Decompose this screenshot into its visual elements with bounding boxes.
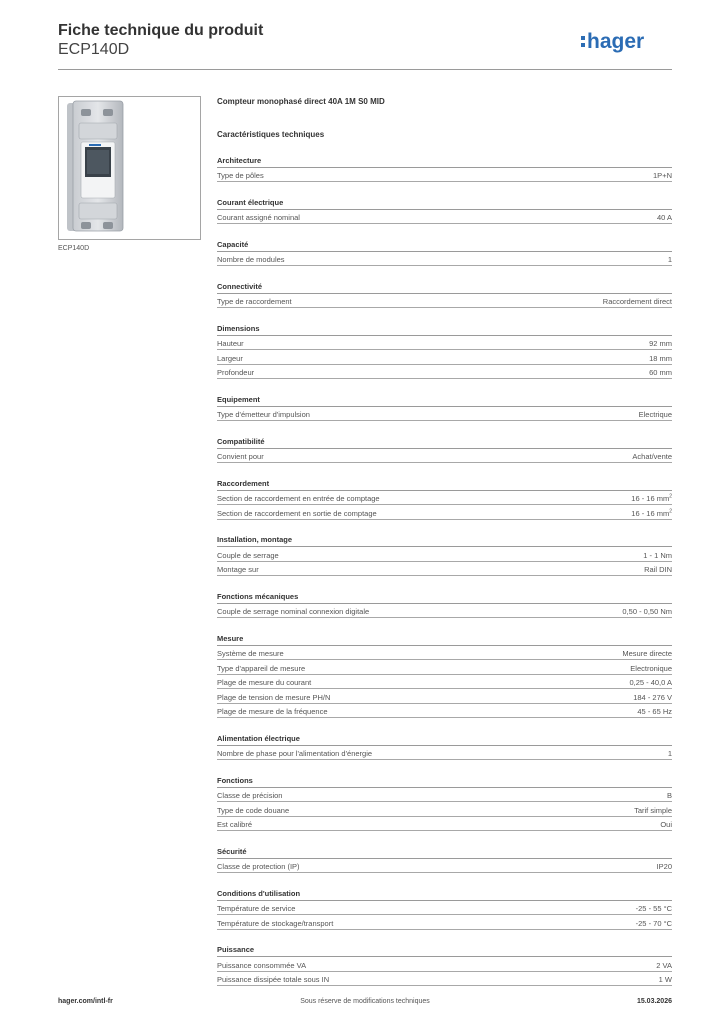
spec-value-cell — [636, 904, 672, 913]
spec-label: Puissance dissipée totale sous IN — [217, 975, 330, 984]
spec-label: Couple de serrage nominal connexion digitale — [217, 607, 370, 616]
spec-value-cell — [659, 975, 672, 984]
spec-value: B — [666, 791, 672, 800]
spec-group-title: Raccordement — [217, 478, 270, 488]
spec-group-title: Connectivité — [217, 281, 263, 291]
spec-group — [217, 847, 672, 874]
spec-group — [217, 198, 672, 225]
spec-value: Tarif simple — [634, 805, 672, 815]
spec-value: 184 - 276 V — [633, 692, 672, 702]
footer-date: 15.03.2026 — [636, 998, 672, 1005]
spec-value: 45 - 65 Hz — [637, 707, 672, 716]
spec-row — [217, 336, 672, 351]
spec-label: Puissance consommée VA — [217, 960, 307, 970]
spec-value-cell — [644, 565, 672, 574]
spec-value: Raccordement direct — [602, 297, 672, 306]
page-header — [58, 22, 672, 70]
spec-group — [217, 535, 672, 576]
spec-value-cell — [649, 339, 672, 348]
spec-value: 0,50 - 0,50 Nm — [622, 607, 672, 616]
spec-label: Profondeur — [217, 368, 255, 377]
spec-label: Largeur — [217, 353, 243, 363]
spec-label: Nombre de modules — [217, 255, 285, 264]
spec-value: 16 - 16 mm — [631, 508, 670, 518]
spec-group-title: Conditions d'utilisation — [217, 888, 301, 898]
spec-value-cell — [660, 820, 672, 829]
spec-groups — [217, 156, 672, 987]
spec-value-cell — [657, 862, 672, 871]
spec-label: Plage de mesure de la fréquence — [217, 707, 328, 716]
spec-group — [217, 734, 672, 761]
spec-value: Achat/vente — [632, 452, 672, 461]
spec-label: Température de service — [217, 904, 296, 913]
spec-value: Electronique — [630, 663, 672, 673]
spec-group-title: Equipement — [217, 394, 260, 404]
spec-label: Type d'émetteur d'impulsion — [217, 410, 310, 419]
spec-row — [217, 915, 672, 930]
spec-value-cell — [603, 297, 672, 306]
spec-value-cell — [649, 354, 672, 363]
spec-value: -25 - 55 °C — [635, 904, 672, 913]
spec-row — [217, 252, 672, 267]
spec-group-title: Installation, montage — [217, 535, 293, 544]
spec-row — [217, 901, 672, 916]
spec-value: 1P+N — [653, 171, 672, 180]
spec-label: Est calibré — [217, 820, 253, 829]
spec-group-title: Architecture — [217, 155, 262, 165]
spec-value: -25 - 70 °C — [635, 918, 672, 928]
spec-label: Type de code douane — [217, 805, 290, 815]
footer-disclaimer: Sous réserve de modifications techniques — [300, 998, 430, 1005]
spec-value: 1 — [667, 749, 672, 758]
spec-row — [217, 168, 672, 183]
product-reference: ECP140D — [58, 41, 130, 58]
spec-group-title: Compatibilité — [217, 436, 265, 446]
spec-content — [217, 97, 672, 986]
spec-value: 92 mm — [649, 339, 672, 348]
spec-value: IP20 — [656, 862, 672, 871]
image-caption: ECP140D — [58, 245, 90, 252]
spec-group — [217, 240, 672, 267]
spec-group — [217, 945, 672, 986]
spec-group-title: Mesure — [217, 633, 244, 643]
spec-row — [217, 365, 672, 380]
spec-group — [217, 437, 672, 464]
spec-label: Plage de mesure du courant — [217, 678, 312, 687]
spec-value-cell — [632, 452, 672, 461]
spec-value-cell — [643, 551, 672, 560]
footer-website: hager.com/intl-fr — [58, 998, 113, 1005]
spec-group-title: Fonctions — [217, 775, 253, 785]
spec-value-cell — [629, 678, 672, 687]
spec-value-cell — [637, 707, 672, 716]
spec-value: 0,25 - 40,0 A — [629, 678, 672, 687]
spec-group-title: Dimensions — [217, 323, 260, 333]
page-title: Fiche technique du produit — [58, 22, 264, 39]
spec-value-cell — [622, 649, 672, 658]
spec-group — [217, 776, 672, 832]
spec-label: Classe de précision — [217, 791, 283, 800]
spec-row — [217, 407, 672, 422]
spec-value-superscript: 2 — [669, 508, 672, 514]
header-divider — [58, 69, 672, 70]
spec-value: 18 mm — [649, 353, 672, 363]
spec-row — [217, 505, 672, 520]
spec-row — [217, 788, 672, 803]
spec-label: Nombre de phase pour l'alimentation d'énergie — [217, 749, 373, 758]
spec-row — [217, 562, 672, 577]
spec-group-title: Puissance — [217, 945, 255, 954]
spec-label: Courant assigné nominal — [217, 213, 300, 222]
spec-row — [217, 350, 672, 365]
spec-value-cell — [653, 171, 672, 180]
spec-row — [217, 604, 672, 619]
spec-value: Electrique — [638, 410, 672, 419]
spec-label: Type de pôles — [217, 171, 264, 180]
spec-value-cell — [622, 607, 672, 616]
spec-row — [217, 547, 672, 562]
spec-value: 60 mm — [649, 368, 672, 377]
spec-row — [217, 746, 672, 761]
spec-row — [217, 817, 672, 832]
spec-group — [217, 889, 672, 930]
product-image — [58, 96, 201, 240]
spec-label: Plage de tension de mesure PH/N — [217, 692, 331, 702]
spec-value: 2 VA — [656, 960, 672, 970]
spec-group — [217, 634, 672, 719]
spec-value-cell — [649, 368, 672, 377]
spec-row — [217, 646, 672, 661]
spec-group — [217, 395, 672, 422]
spec-row — [217, 294, 672, 309]
spec-value: Mesure directe — [622, 649, 672, 658]
spec-value: 1 W — [658, 975, 672, 984]
spec-group-title: Sécurité — [217, 846, 247, 856]
spec-group — [217, 282, 672, 309]
brand-text: hager — [587, 30, 645, 53]
spec-value: 16 - 16 mm — [631, 494, 670, 503]
spec-value-cell — [631, 509, 672, 518]
spec-value: 40 A — [656, 213, 672, 222]
energy-meter-illustration — [59, 97, 200, 239]
spec-row — [217, 859, 672, 874]
spec-row — [217, 689, 672, 704]
spec-label: Montage sur — [217, 565, 259, 574]
spec-group — [217, 479, 672, 520]
section-heading: Caractéristiques techniques — [217, 130, 325, 139]
spec-label: Couple de serrage — [217, 550, 279, 560]
spec-row — [217, 210, 672, 225]
spec-row — [217, 802, 672, 817]
spec-value: 1 — [667, 255, 672, 264]
spec-value-cell — [633, 693, 672, 702]
spec-label: Type de raccordement — [217, 297, 292, 306]
spec-group-title: Capacité — [217, 239, 249, 249]
spec-value-cell — [668, 749, 672, 758]
spec-row — [217, 675, 672, 690]
spec-value-cell — [668, 255, 672, 264]
spec-group-title: Alimentation électrique — [217, 733, 300, 743]
spec-label: Section de raccordement en sortie de comptage — [217, 508, 377, 518]
spec-value-cell — [639, 410, 672, 419]
spec-row — [217, 704, 672, 719]
spec-label: Convient pour — [217, 452, 264, 461]
product-name: Compteur monophasé direct 40A 1M S0 MID — [217, 97, 385, 106]
spec-group-title: Fonctions mécaniques — [217, 591, 299, 601]
spec-value: Oui — [660, 820, 672, 829]
hager-logo — [580, 28, 672, 58]
spec-group — [217, 324, 672, 380]
spec-value-superscript: 2 — [669, 493, 672, 500]
spec-value: Rail DIN — [644, 565, 672, 574]
spec-row — [217, 491, 672, 506]
spec-row — [217, 660, 672, 675]
spec-row — [217, 957, 672, 972]
spec-value-cell — [631, 494, 672, 503]
spec-value-cell — [636, 919, 672, 928]
spec-value-cell — [667, 791, 672, 800]
spec-label: Température de stockage/transport — [217, 918, 334, 928]
spec-value: 1 - 1 Nm — [643, 550, 672, 560]
spec-value-cell — [634, 806, 672, 815]
spec-value-cell — [656, 961, 672, 970]
spec-label: Section de raccordement en entrée de comptage — [217, 494, 380, 503]
spec-label: Type d'appareil de mesure — [217, 663, 306, 673]
spec-group-title: Courant électrique — [217, 197, 284, 207]
spec-group — [217, 156, 672, 183]
spec-label: Classe de protection (IP) — [217, 862, 300, 871]
spec-label: Hauteur — [217, 339, 244, 348]
spec-value-cell — [630, 664, 672, 673]
spec-row — [217, 972, 672, 987]
spec-row — [217, 449, 672, 464]
spec-value-cell — [657, 213, 672, 222]
spec-label: Système de mesure — [217, 649, 284, 658]
spec-group — [217, 592, 672, 619]
